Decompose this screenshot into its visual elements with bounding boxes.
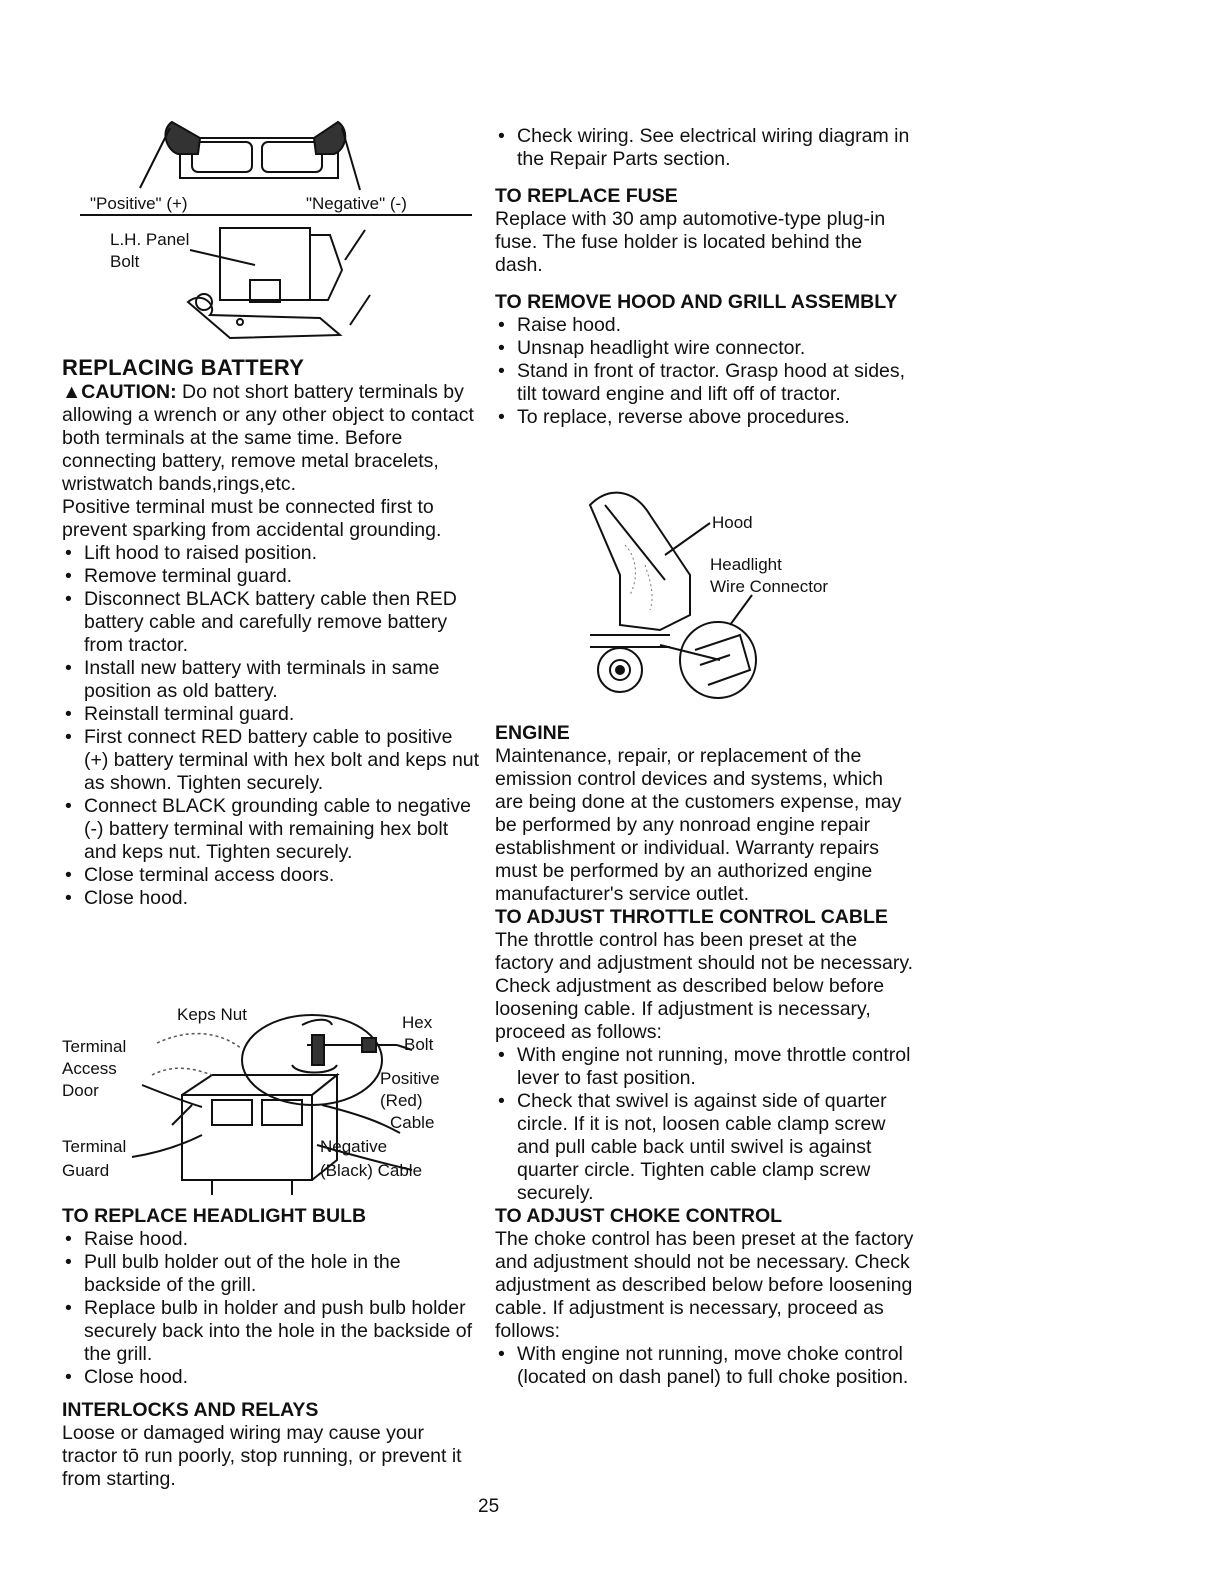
bolt-label: Bolt xyxy=(404,1035,434,1054)
wire-connector-label: Wire Connector xyxy=(710,577,829,596)
terminal-label: Terminal xyxy=(62,1037,127,1056)
caution-label: ▲CAUTION: xyxy=(62,381,177,403)
battery-terminal-figure xyxy=(80,110,480,350)
hood-title: TO REMOVE HOOD AND GRILL ASSEMBLY xyxy=(495,291,898,313)
negative-label: Negative xyxy=(320,1137,388,1156)
list-item: • Connect BLACK grounding cable to negative (-) battery terminal with remaining hex bolt and keps nut. Tighten securely. xyxy=(62,795,482,864)
terminal-guard-figure xyxy=(62,1005,482,1200)
list-item: • Raise hood. xyxy=(62,1228,482,1251)
list-item: • Close hood. xyxy=(62,887,482,910)
list-item: • Remove terminal guard. xyxy=(62,565,482,588)
positive-note: Positive terminal must be connected first to prevent sparking from accidental grounding. xyxy=(62,496,442,541)
black-cable-label: (Black) Cable xyxy=(320,1161,423,1180)
door-label: Door xyxy=(62,1081,99,1100)
list-item: • Replace bulb in holder and push bulb holder securely back into the hole in the backside of the grill. xyxy=(62,1297,482,1366)
choke-steps xyxy=(495,1343,915,1389)
access-label: Access xyxy=(62,1059,117,1078)
choke-text: The choke control has been preset at the factory and adjustment should not be necessary. Check adjustment as described below before loosening cable. If adjustment is necessary, proceed as follows: xyxy=(495,1228,914,1342)
positive-label: "Positive" (+) xyxy=(90,194,188,213)
negative-label: "Negative" (-) xyxy=(306,194,407,213)
keps-nut-label: Keps Nut xyxy=(177,1005,247,1024)
right-top-section xyxy=(495,125,915,429)
cable-label: Cable xyxy=(390,1113,435,1132)
list-item: • With engine not running, move choke control (located on dash panel) to full choke position. xyxy=(495,1343,915,1389)
replacing-battery-section xyxy=(62,355,482,910)
red-label: (Red) xyxy=(380,1091,423,1110)
list-item: • Close hood. xyxy=(62,1366,482,1389)
hood-label: Hood xyxy=(712,513,753,532)
panel-label: L.H. Panel xyxy=(110,230,190,249)
list-item: • Close terminal access doors. xyxy=(62,864,482,887)
list-item: • To replace, reverse above procedures. xyxy=(495,406,915,429)
list-item: • Disconnect BLACK battery cable then RED battery cable and carefully remove battery from tractor. xyxy=(62,588,482,657)
list-item: • Lift hood to raised position. xyxy=(62,542,482,565)
list-item: • With engine not running, move throttle control lever to fast position. xyxy=(495,1044,915,1090)
positive-label: Positive xyxy=(380,1069,440,1088)
engine-title: ENGINE xyxy=(495,722,570,744)
list-item: • Reinstall terminal guard. xyxy=(62,703,482,726)
headlight-steps xyxy=(62,1228,482,1389)
terminal-guard-label: Terminal xyxy=(62,1137,127,1156)
list-item: • Pull bulb holder out of the hole in the backside of the grill. xyxy=(62,1251,482,1297)
engine-text: Maintenance, repair, or replacement of the emission control devices and systems, which are being done at the customers expense, may be performed by any nonroad engine repair establishment or individual. Warranty repairs must be performed by an authorized engine manufacturer's service outlet. xyxy=(495,745,902,905)
battery-steps xyxy=(62,542,482,910)
list-item: • Stand in front of tractor. Grasp hood at sides, tilt toward engine and lift off of tractor. xyxy=(495,360,915,406)
caution-paragraph xyxy=(62,381,482,496)
list-item: • Raise hood. xyxy=(495,314,915,337)
list-item: • First connect RED battery cable to positive (+) battery terminal with hex bolt and keps nut as shown. Tighten securely. xyxy=(62,726,482,795)
guard-label: Guard xyxy=(62,1161,110,1180)
caution-text: Do not short battery terminals by allowing a wrench or any other object to contact both terminals at the same time. Before connecting battery, remove metal bracelets, wristwatch bands,rings,etc. xyxy=(62,381,474,495)
page-number: 25 xyxy=(478,1496,500,1517)
fuse-text: Replace with 30 amp automotive-type plug-in fuse. The fuse holder is located behind the dash. xyxy=(495,208,886,276)
interlocks-text: Loose or damaged wiring may cause your tractor tō run poorly, stop running, or prevent it from starting. xyxy=(62,1422,462,1490)
hood-figure xyxy=(580,485,880,700)
list-item: • Check that swivel is against side of quarter circle. If it is not, loosen cable clamp screw and pull cable back until swivel is against quarter circle. Tighten cable clamp screw securely. xyxy=(495,1090,915,1205)
fuse-title: TO REPLACE FUSE xyxy=(495,185,678,207)
replacing-battery-title: REPLACING BATTERY xyxy=(62,355,305,380)
throttle-title: TO ADJUST THROTTLE CONTROL CABLE xyxy=(495,906,888,928)
interlocks-title: INTERLOCKS AND RELAYS xyxy=(62,1399,319,1421)
list-item: • Install new battery with terminals in same position as old battery. xyxy=(62,657,482,703)
choke-title: TO ADJUST CHOKE CONTROL xyxy=(495,1205,783,1227)
check-wiring-list xyxy=(495,125,915,171)
headlight-section xyxy=(62,1205,482,1491)
check-wiring-item: • Check wiring. See electrical wiring diagram in the Repair Parts section. xyxy=(495,125,915,171)
bolt-label: Bolt xyxy=(110,252,140,271)
throttle-text: The throttle control has been preset at the factory and adjustment should not be necessary. Check adjustment as described below before loosening cable. If adjustment is necessary, proceed as follows: xyxy=(495,929,914,1043)
throttle-steps xyxy=(495,1044,915,1205)
headlight-label: Headlight xyxy=(710,555,782,574)
headlight-title: TO REPLACE HEADLIGHT BULB xyxy=(62,1205,367,1227)
hood-steps xyxy=(495,314,915,429)
list-item: • Unsnap headlight wire connector. xyxy=(495,337,915,360)
hex-label: Hex xyxy=(402,1013,433,1032)
engine-section xyxy=(495,722,915,1389)
